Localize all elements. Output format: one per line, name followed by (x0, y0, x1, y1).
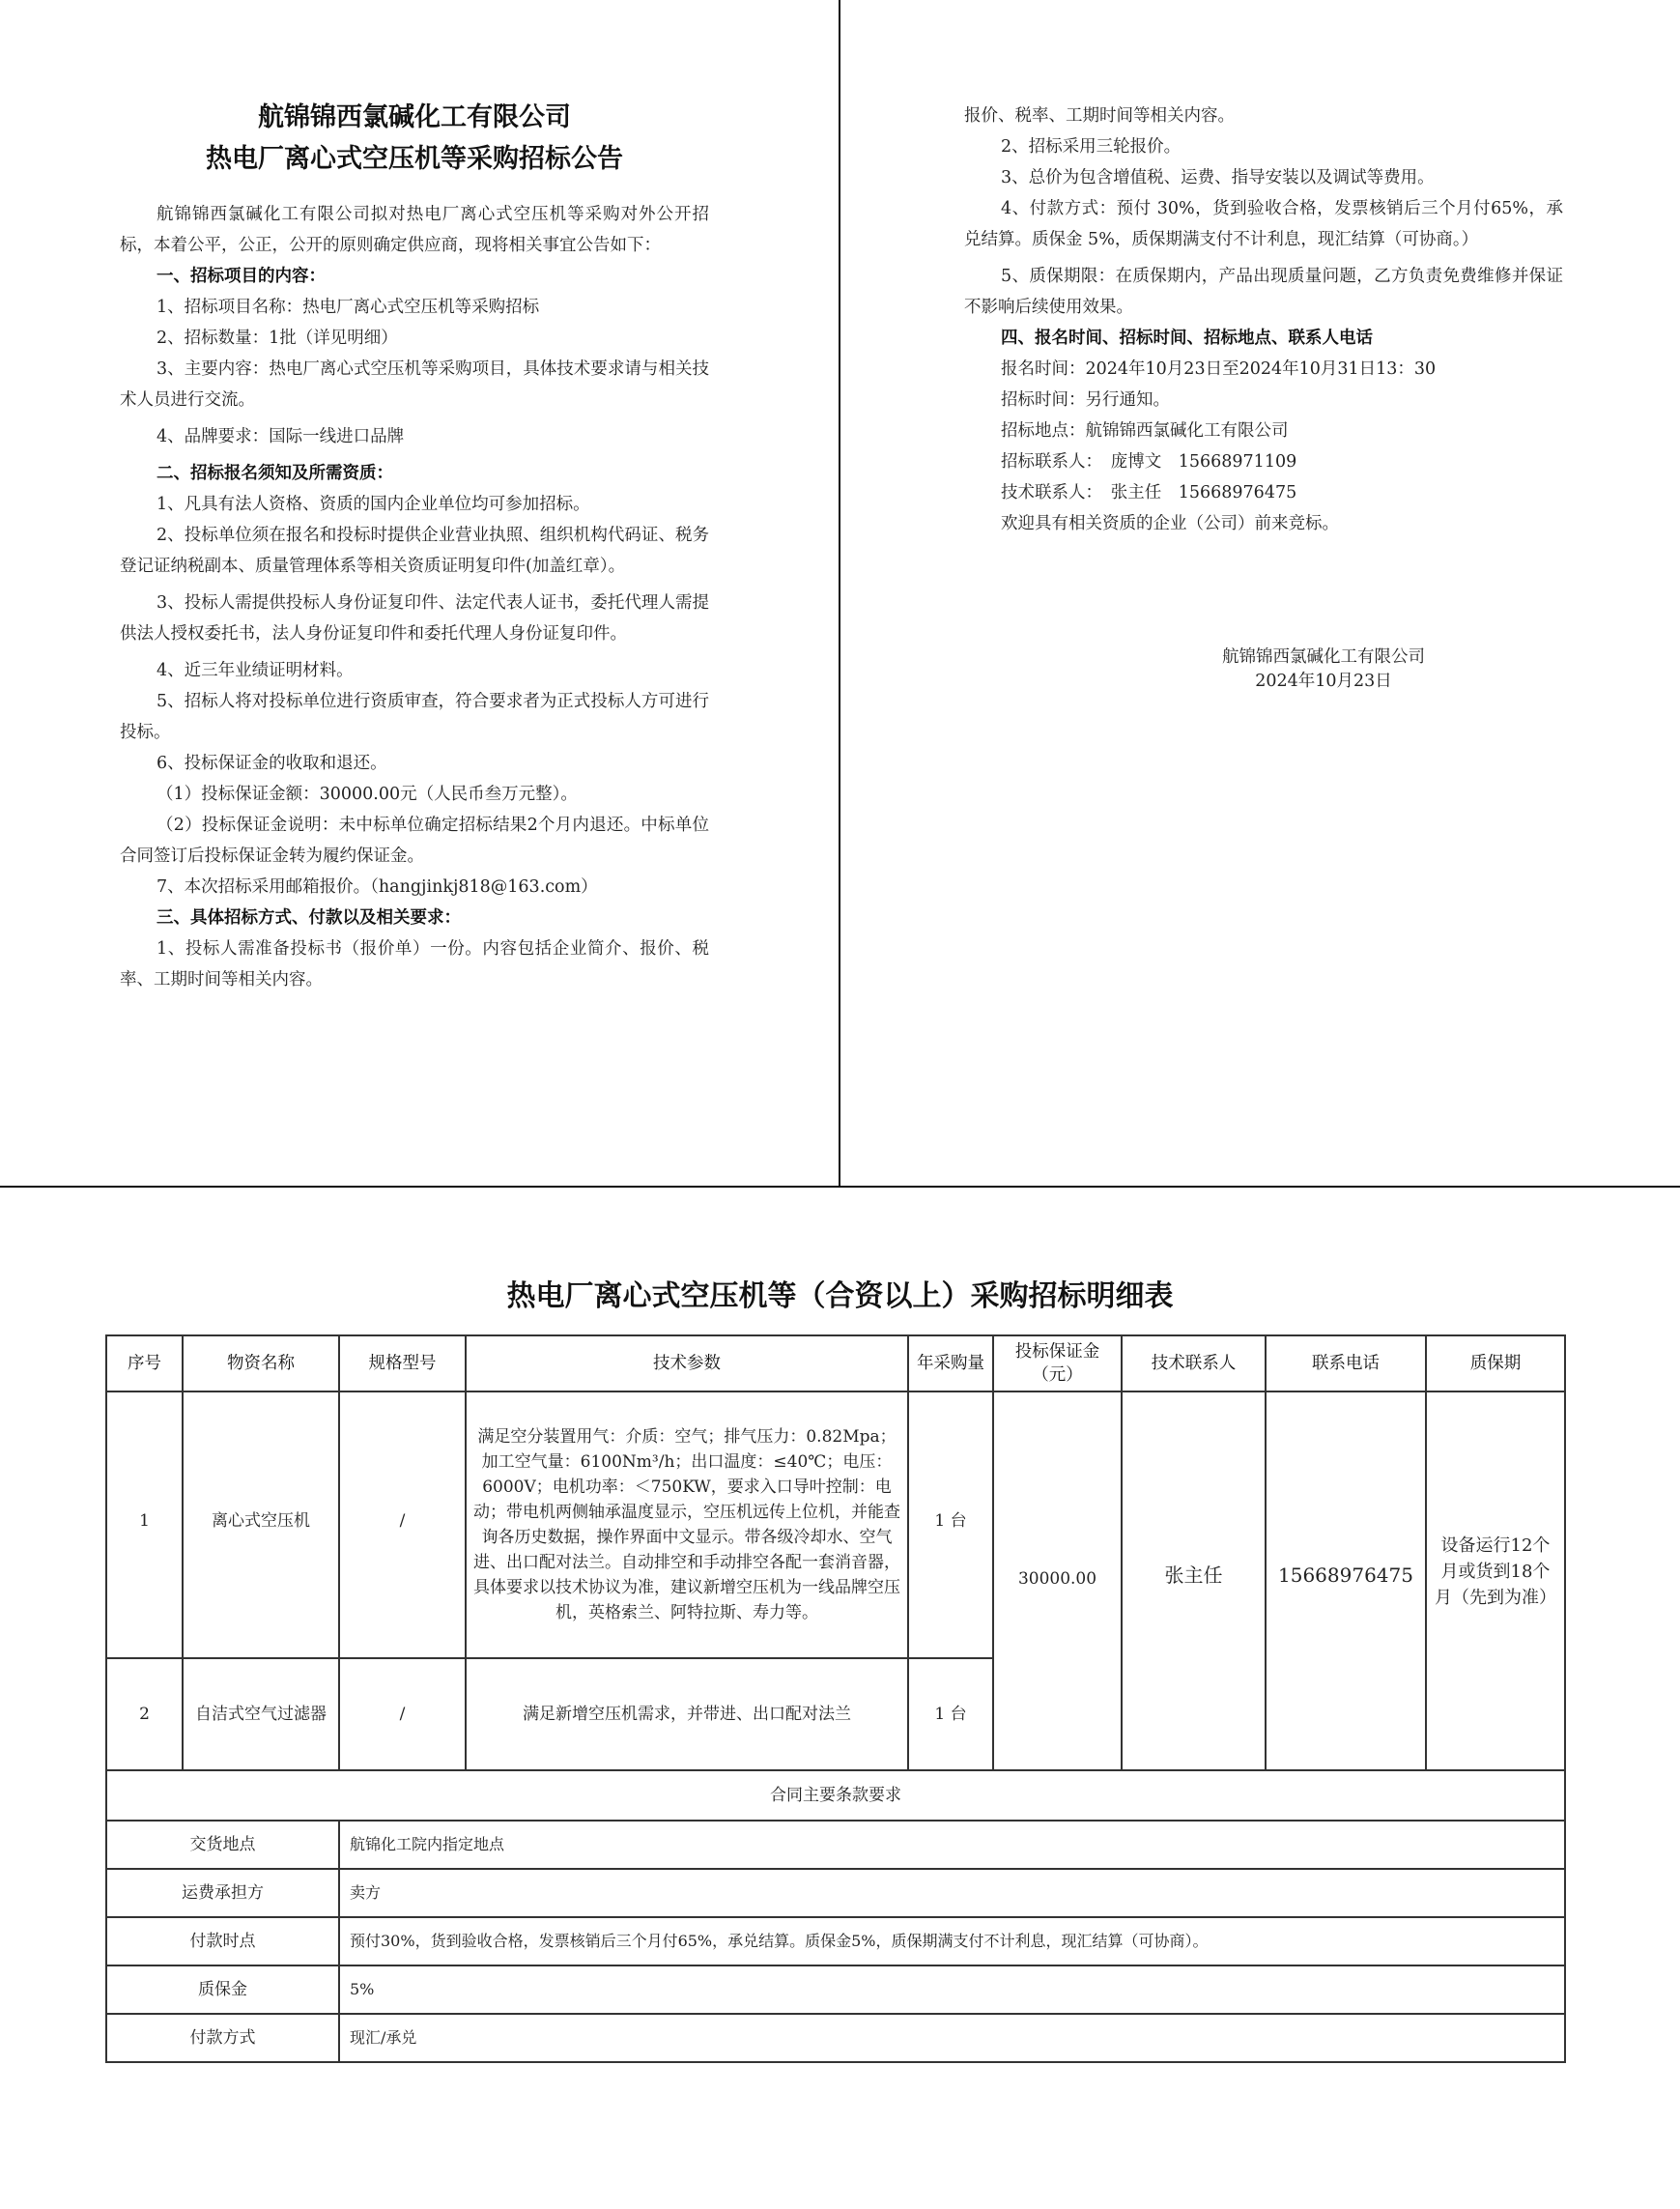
item-name: 离心式空压机 (183, 1391, 339, 1658)
item-spec: / (339, 1391, 466, 1658)
section2-item-email: 7、本次招标采用邮箱报价。（hangjinkj818@163.com） (157, 877, 598, 897)
welcome-note: 欢迎具有相关资质的企业（公司）前来竞标。 (1001, 514, 1339, 533)
header-cell: 物资名称 (183, 1335, 339, 1391)
registration-time: 报名时间：2024年10月23日至2024年10月31日13：30 (1001, 359, 1437, 379)
contract-section-row (106, 1770, 1565, 1821)
section1-item: 4、品牌要求：国际一线进口品牌 (157, 427, 405, 446)
contract-section-title: 合同主要条款要求 (106, 1770, 1565, 1821)
section3-item: 5、质保期限：在质保期内，产品出现质量问题，乙方负责免费维修并保证不影响后续使用效果。 (964, 267, 1563, 317)
contract-term-row (106, 2014, 1565, 2062)
table-header-row (106, 1335, 1565, 1391)
notice-left-column (120, 97, 709, 990)
item-quantity: 1 台 (908, 1658, 993, 1770)
header-cell: 序号 (106, 1335, 183, 1391)
notice-title-main: 热电厂离心式空压机等采购招标公告 (206, 144, 623, 174)
header-cell: 年采购量 (908, 1335, 993, 1391)
section2-item: 6、投标保证金的收取和退还。 (157, 754, 387, 773)
section4-heading: 四、报名时间、招标时间、招标地点、联系人电话 (1001, 329, 1373, 348)
section2-item: （1）投标保证金额：30000.00元（人民币叁万元整）。 (157, 785, 578, 804)
signature-block (1198, 645, 1449, 694)
detail-table-title: 热电厂离心式空压机等（合资以上）采购招标明细表 (506, 1279, 1174, 1313)
section2-item: （2）投标保证金说明：未中标单位确定招标结果2个月内退还。中标单位合同签订后投标保证金转为履约保证金。 (120, 816, 709, 866)
item-name: 自洁式空气过滤器 (183, 1658, 339, 1770)
signature-company: 航锦锦西氯碱化工有限公司 (1222, 647, 1425, 667)
section2-item: 1、凡具有法人资格、资质的国内企业单位均可参加招标。 (157, 495, 590, 514)
contact-phone: 15668976475 (1266, 1391, 1426, 1770)
item-quantity: 1 台 (908, 1391, 993, 1658)
contract-term-value: 5% (339, 1965, 1565, 2014)
section3-item: 3、总价为包含增值税、运费、指导安装以及调试等费用。 (1001, 168, 1435, 187)
bid-location: 招标地点：航锦锦西氯碱化工有限公司 (1001, 421, 1289, 441)
item-tech-params: 满足新增空压机需求，并带进、出口配对法兰 (466, 1658, 908, 1770)
contract-term-row (106, 1821, 1565, 1869)
section2-item: 5、招标人将对投标单位进行资质审查，符合要求者为正式投标人方可进行投标。 (120, 692, 709, 742)
page-divider-horizontal (0, 1186, 1680, 1188)
contract-term-value: 卖方 (339, 1869, 1565, 1917)
header-cell: 联系电话 (1266, 1335, 1426, 1391)
signature-date: 2024年10月23日 (1255, 672, 1392, 691)
bid-time: 招标时间：另行通知。 (1001, 390, 1170, 410)
section3-item: 1、投标人需准备投标书（报价单）一份。内容包括企业简介、报价、税率、工期时间等相关内容。 (120, 939, 709, 990)
section2-item: 2、投标单位须在报名和投标时提供企业营业执照、组织机构代码证、税务登记证纳税副本、质量管理体系等相关资质证明复印件(加盖红章）。 (120, 526, 709, 576)
table-row (106, 1391, 1565, 1658)
contract-term-key: 付款方式 (106, 2014, 339, 2062)
contract-term-key: 付款时点 (106, 1917, 339, 1965)
contract-term-row (106, 1917, 1565, 1965)
notice-right-column (964, 100, 1563, 539)
notice-title-company: 航锦锦西氯碱化工有限公司 (258, 102, 571, 132)
header-cell: 规格型号 (339, 1335, 466, 1391)
header-cell: 技术联系人 (1122, 1335, 1266, 1391)
section3-item-continued: 报价、税率、工期时间等相关内容。 (964, 106, 1235, 126)
section1-item: 3、主要内容：热电厂离心式空压机等采购项目，具体技术要求请与相关技术人员进行交流。 (120, 359, 709, 410)
section1-heading: 一、招标项目的内容： (157, 267, 326, 286)
tech-contact-name: 张主任 (1122, 1391, 1266, 1770)
contract-term-key: 运费承担方 (106, 1869, 339, 1917)
item-spec: / (339, 1658, 466, 1770)
section3-item: 2、招标采用三轮报价。 (1001, 137, 1182, 157)
detail-table (105, 1334, 1566, 2063)
contract-term-value: 预付30%，货到验收合格，发票核销后三个月付65%，承兑结算。质保金5%，质保期满支付不计利息，现汇结算（可协商）。 (339, 1917, 1565, 1965)
section2-item: 3、投标人需提供投标人身份证复印件、法定代表人证书，委托代理人需提供法人授权委托书，法人身份证复印件和委托代理人身份证复印件。 (120, 593, 709, 644)
contract-term-row (106, 1869, 1565, 1917)
bid-contact: 招标联系人： 庞博文 15668971109 (1001, 452, 1297, 472)
section3-item: 4、付款方式：预付 30%，货到验收合格，发票核销后三个月付65%，承兑结算。质保金 5%，质保期满支付不计利息，现汇结算（可协商。） (964, 199, 1563, 249)
item-tech-params: 满足空分装置用气：介质：空气；排气压力：0.82Mpa；加工空气量：6100Nm³/h；出口温度：≤40℃；电压：6000V；电机功率：＜750KW，要求入口导叶控制：电动；带电机两侧轴承温度显示，空压机远传上位机，并能查询各历史数据，操作界面中文显示。带各级冷却水、空气进、出口配对法兰。自动排空和手动排空各配一套消音器，具体要求以技术协议为准，建议新增空压机为一线品牌空压机，英格索兰、阿特拉斯、寿力等。 (466, 1391, 908, 1658)
contract-term-value: 航锦化工院内指定地点 (339, 1821, 1565, 1869)
contract-term-key: 交货地点 (106, 1821, 339, 1869)
section1-item: 1、招标项目名称：热电厂离心式空压机等采购招标 (157, 298, 540, 317)
header-cell: 技术参数 (466, 1335, 908, 1391)
contract-term-value: 现汇/承兑 (339, 2014, 1565, 2062)
tech-contact: 技术联系人： 张主任 15668976475 (1001, 483, 1297, 502)
header-cell: 投标保证金（元） (993, 1335, 1122, 1391)
contract-term-row (106, 1965, 1565, 2014)
contract-term-key: 质保金 (106, 1965, 339, 2014)
section2-item: 4、近三年业绩证明材料。 (157, 661, 354, 680)
page-divider-vertical (839, 0, 840, 1187)
row-number: 2 (106, 1658, 183, 1770)
section3-heading: 三、具体招标方式、付款以及相关要求： (157, 908, 461, 928)
warranty-period: 设备运行12个月或货到18个月（先到为准） (1426, 1391, 1565, 1770)
section2-heading: 二、招标报名须知及所需资质： (157, 464, 393, 483)
header-cell: 质保期 (1426, 1335, 1565, 1391)
section1-item: 2、招标数量：1批（详见明细） (157, 329, 398, 348)
notice-intro: 航锦锦西氯碱化工有限公司拟对热电厂离心式空压机等采购对外公开招标，本着公平，公正，公开的原则确定供应商，现将相关事宜公告如下： (120, 205, 709, 255)
deposit-amount: 30000.00 (993, 1391, 1122, 1770)
row-number: 1 (106, 1391, 183, 1658)
